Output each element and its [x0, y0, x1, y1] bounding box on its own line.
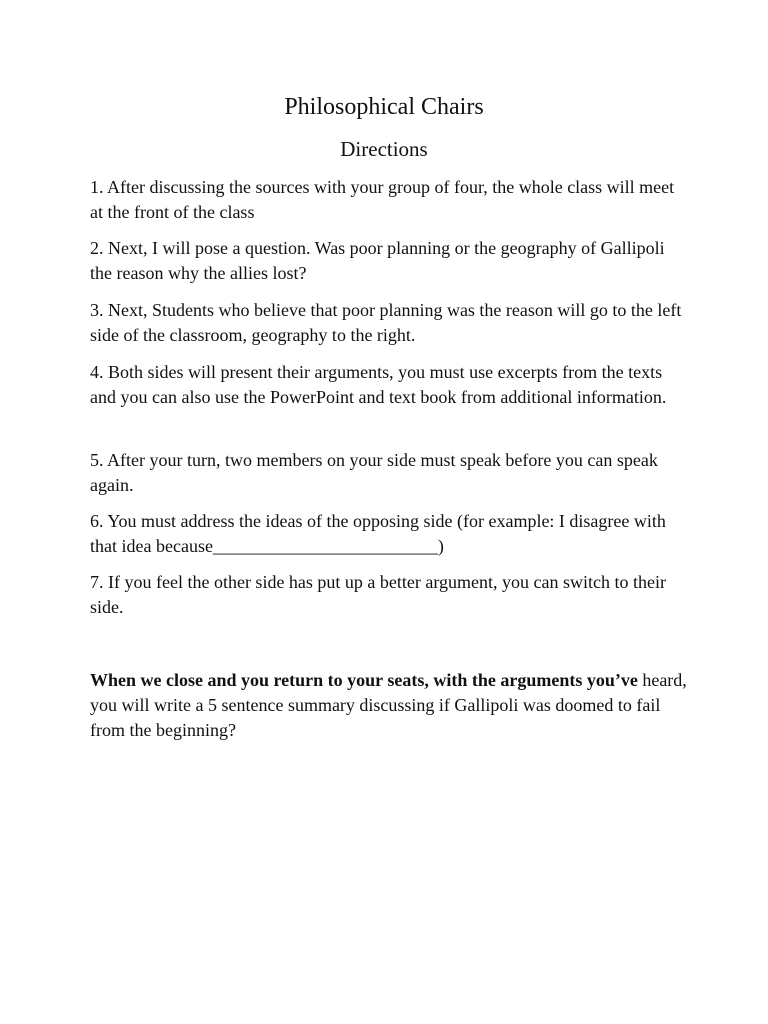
direction-item-3: 3. Next, Students who believe that poor planning was the reason will go to the left side of the classroom, geography to the right. [90, 300, 682, 345]
direction-item-6: 6. You must address the ideas of the opposing side (for example: I disagree with that idea because_________________________) [90, 511, 666, 556]
summary-bold-text: When we close and you return to your seats, with the arguments you’ve [90, 670, 638, 690]
direction-item-2: 2. Next, I will pose a question. Was poor planning or the geography of Gallipoli the reason why the allies lost? [90, 238, 665, 283]
page-subtitle: Directions [340, 137, 428, 161]
summary-text: heard, you will write a 5 sentence summary discussing if Gallipoli was doomed to fail from the beginning? [90, 670, 687, 740]
direction-item-5: 5. After your turn, two members on your side must speak before you can speak again. [90, 450, 658, 495]
direction-item-1: 1. After discussing the sources with your group of four, the whole class will meet at the front of the class [90, 177, 675, 222]
closing-summary [90, 668, 690, 743]
page-title: Philosophical Chairs [284, 94, 484, 120]
direction-item-7: 7. If you feel the other side has put up a better argument, you can switch to their side. [90, 572, 666, 617]
direction-item-4: 4. Both sides will present their arguments, you must use excerpts from the texts and you can also use the PowerPoint and text book from additional information. [90, 362, 667, 407]
